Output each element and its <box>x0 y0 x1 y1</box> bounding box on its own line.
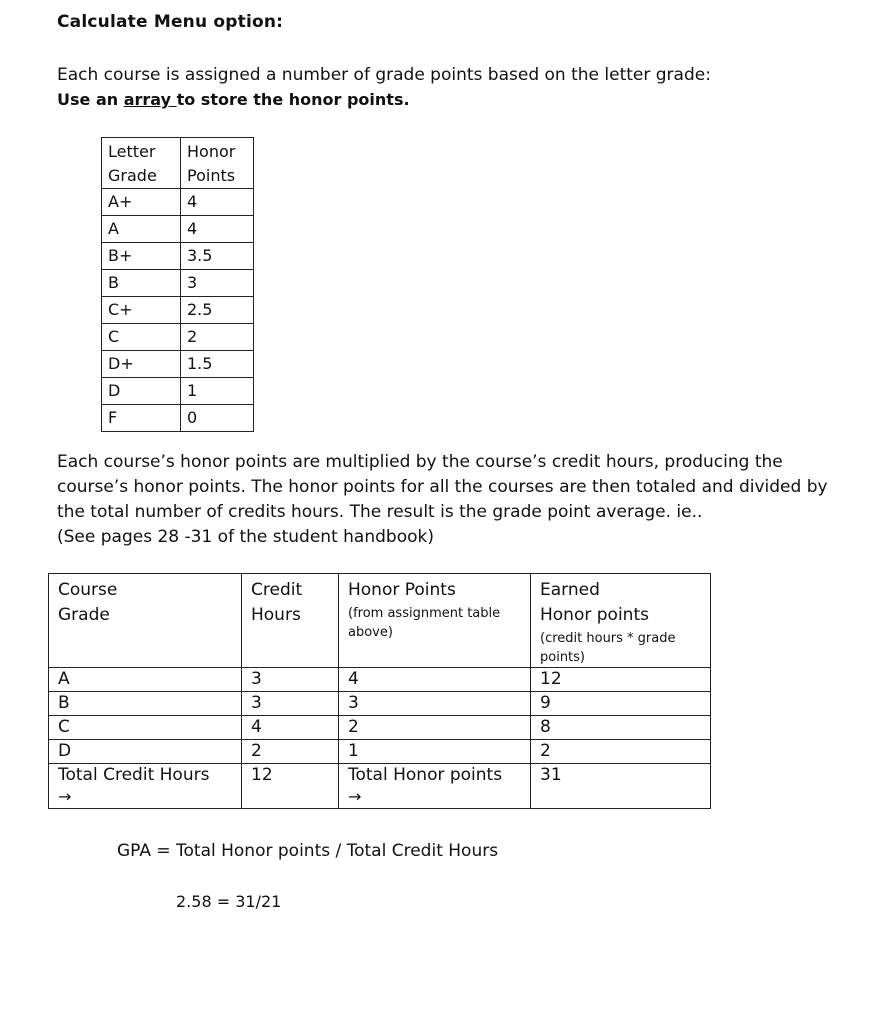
table-row <box>102 405 254 432</box>
honor-points-cell: 2 <box>181 324 254 351</box>
course-table-header-row <box>49 574 711 668</box>
table-row <box>49 668 711 692</box>
letter-grade-header <box>102 138 181 189</box>
course-grade-cell: B <box>49 692 242 716</box>
table-row <box>102 270 254 297</box>
intro-instruction <box>57 87 410 113</box>
earned-points-cell: 9 <box>531 692 711 716</box>
honor-points-cell: 4 <box>181 216 254 243</box>
course-grade-header <box>49 574 242 668</box>
right-arrow-icon: → <box>348 787 362 806</box>
letter-grade-cell: B+ <box>102 243 181 270</box>
honor-points-cell: 2.5 <box>181 297 254 324</box>
right-arrow-icon: → <box>58 787 72 806</box>
explanation-line: the total number of credits hours. The result is the grade point average. ie.. <box>57 502 703 522</box>
course-grade-header-line1: Course <box>58 580 118 600</box>
intro-text: Each course is assigned a number of grade points based on the letter grade: <box>57 65 711 85</box>
credit-hours-header-line1: Credit <box>251 580 303 600</box>
total-credit-label-text: Total Credit Hours <box>58 765 210 785</box>
explanation-line: course’s honor points. The honor points for all the courses are then totaled and divided by <box>57 477 828 497</box>
total-honor-label <box>339 764 531 809</box>
earned-points-cell: 12 <box>531 668 711 692</box>
table-row <box>102 378 254 405</box>
honor-points-cell: 4 <box>181 189 254 216</box>
earned-header-line1: Earned <box>540 580 600 600</box>
course-grade-header-line2: Grade <box>58 605 110 625</box>
total-honor-value: 31 <box>531 764 711 809</box>
explanation-line: (See pages 28 -31 of the student handbook) <box>57 527 434 547</box>
credit-hours-header-line2: Hours <box>251 605 301 625</box>
honor-points-cell: 1.5 <box>181 351 254 378</box>
course-grade-cell: C <box>49 716 242 740</box>
earned-points-cell: 8 <box>531 716 711 740</box>
table-row <box>102 243 254 270</box>
earned-honor-points-header <box>531 574 711 668</box>
letter-grade-cell: B <box>102 270 181 297</box>
letter-grade-cell: A+ <box>102 189 181 216</box>
honor-points-cell: 3 <box>181 270 254 297</box>
credit-hours-cell: 2 <box>242 740 339 764</box>
grade-points-table <box>101 137 254 432</box>
credit-hours-cell: 3 <box>242 668 339 692</box>
letter-grade-cell: C <box>102 324 181 351</box>
honor-points-cell: 1 <box>339 740 531 764</box>
instruction-pre: Use an <box>57 90 124 109</box>
letter-grade-cell: F <box>102 405 181 432</box>
total-credit-label <box>49 764 242 809</box>
table-row <box>102 216 254 243</box>
earned-header-line2: Honor points <box>540 605 649 625</box>
table-row <box>102 351 254 378</box>
letter-grade-cell: C+ <box>102 297 181 324</box>
honor-points-header-note: (from assignment table above) <box>348 606 501 640</box>
earned-header-note: (credit hours * grade points) <box>540 631 676 665</box>
letter-grade-header-line2: Grade <box>108 166 157 185</box>
letter-grade-cell: D <box>102 378 181 405</box>
course-grade-cell: A <box>49 668 242 692</box>
honor-points-cell: 1 <box>181 378 254 405</box>
honor-points-header <box>339 574 531 668</box>
explanation-paragraph <box>57 450 847 550</box>
table-row <box>102 324 254 351</box>
instruction-post: to store the honor points. <box>176 90 410 109</box>
credit-hours-cell: 3 <box>242 692 339 716</box>
page-heading: Calculate Menu option: <box>57 12 284 32</box>
credit-hours-header <box>242 574 339 668</box>
table-row <box>49 716 711 740</box>
course-gpa-table <box>48 573 711 809</box>
honor-points-header-title: Honor Points <box>348 580 456 600</box>
totals-row <box>49 764 711 809</box>
letter-grade-cell: D+ <box>102 351 181 378</box>
gpa-formula: GPA = Total Honor points / Total Credit Hours <box>117 841 499 861</box>
honor-points-cell: 0 <box>181 405 254 432</box>
earned-points-cell: 2 <box>531 740 711 764</box>
honor-points-cell: 3 <box>339 692 531 716</box>
gpa-calculation: 2.58 = 31/21 <box>176 892 282 911</box>
table-row <box>49 740 711 764</box>
honor-points-header <box>181 138 254 189</box>
letter-grade-cell: A <box>102 216 181 243</box>
course-grade-cell: D <box>49 740 242 764</box>
total-credit-value: 12 <box>242 764 339 809</box>
honor-points-cell: 2 <box>339 716 531 740</box>
honor-points-header-line2: Points <box>187 166 236 185</box>
table-row <box>102 189 254 216</box>
total-honor-label-text: Total Honor points <box>348 765 503 785</box>
honor-points-cell: 3.5 <box>181 243 254 270</box>
table-row <box>102 297 254 324</box>
instruction-array-term: array <box>123 90 177 109</box>
table-row <box>49 692 711 716</box>
honor-points-cell: 4 <box>339 668 531 692</box>
explanation-line: Each course’s honor points are multiplied by the course’s credit hours, producing the <box>57 452 783 472</box>
honor-points-header-line1: Honor <box>187 142 236 161</box>
letter-grade-header-line1: Letter <box>108 142 156 161</box>
credit-hours-cell: 4 <box>242 716 339 740</box>
grade-table-header-row <box>102 138 254 189</box>
